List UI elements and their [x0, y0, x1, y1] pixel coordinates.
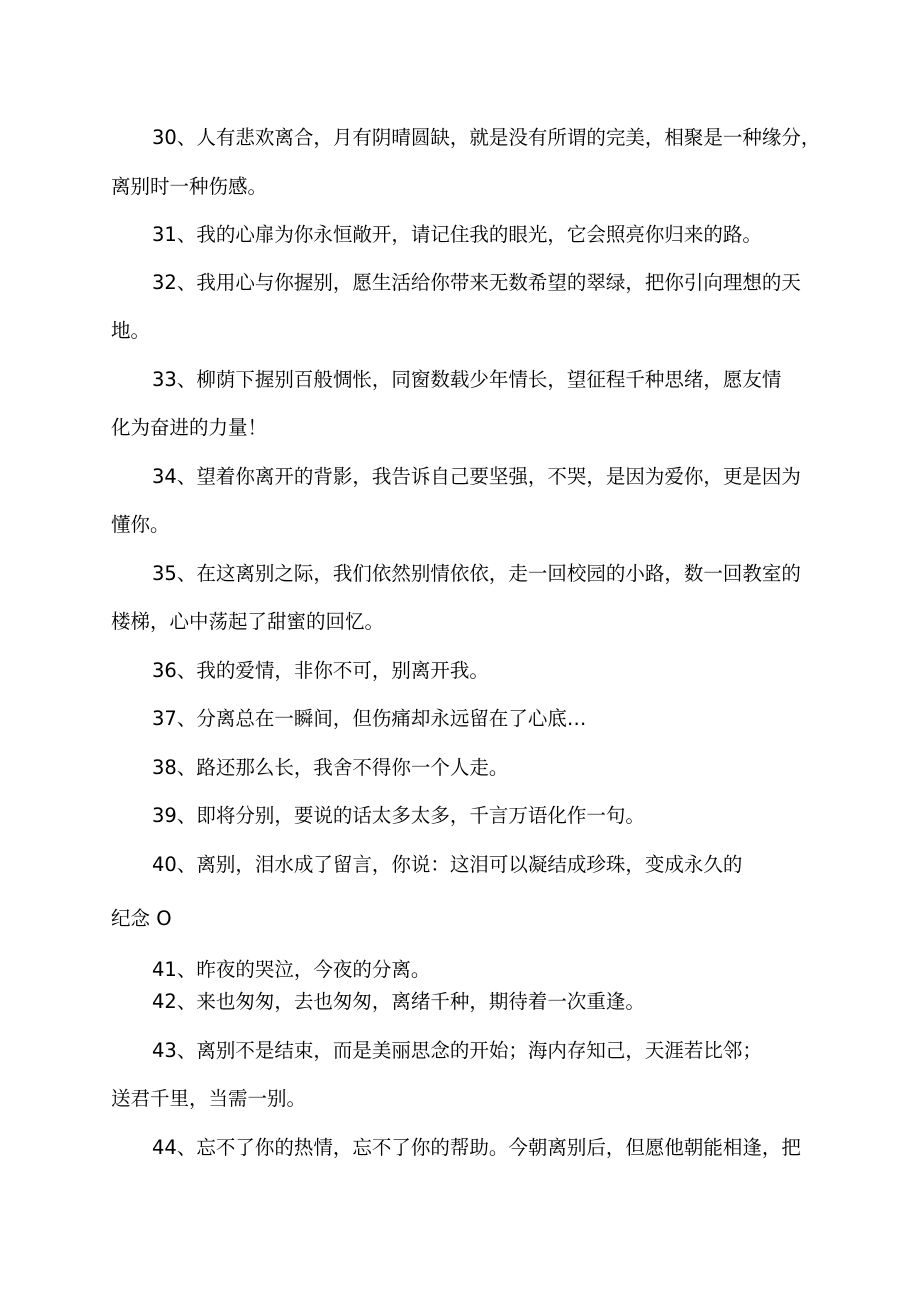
paragraph-35-line-2: 楼梯，心中荡起了甜蜜的回忆。 — [111, 610, 385, 633]
paragraph-30-line-2: 离别时一种伤感。 — [111, 175, 268, 198]
paragraph-43-line-1: 43、离别不是结束，而是美丽思念的开始；海内存知己，天涯若比邻； — [152, 1039, 762, 1062]
paragraph-30-line-1: 30、人有悲欢离合，月有阴晴圆缺，就是没有所谓的完美，相聚是一种缘分， — [152, 126, 821, 149]
paragraph-34-line-1: 34、望着你离开的背影，我告诉自己要坚强，不哭，是因为爱你，更是因为 — [152, 465, 801, 488]
paragraph-33-line-1: 33、柳荫下握别百般惆怅，同窗数载少年情长，望征程千种思绪，愿友情 — [152, 368, 782, 391]
paragraph-38-line-1: 38、路还那么长，我舍不得你一个人走。 — [152, 756, 509, 779]
paragraph-35-line-1: 35、在这离别之际，我们依然别情依依，走一回校园的小路，数一回教室的 — [152, 562, 801, 585]
paragraph-31-line-1: 31、我的心扉为你永恒敞开，请记住我的眼光，它会照亮你归来的路。 — [152, 223, 762, 246]
paragraph-41-line-1: 41、昨夜的哭泣，今夜的分离。 — [152, 958, 431, 981]
paragraph-42-line-1: 42、来也匆匆，去也匆匆，离绪千种，期待着一次重逢。 — [152, 990, 645, 1013]
paragraph-36-line-1: 36、我的爱情，非你不可，别离开我。 — [152, 659, 489, 682]
paragraph-44-line-1: 44、忘不了你的热情，忘不了你的帮助。今朝离别后，但愿他朝能相逢，把 — [152, 1136, 801, 1159]
paragraph-43-line-2: 送君千里，当需一别。 — [111, 1087, 307, 1110]
paragraph-40-line-2: 纪念 O — [111, 907, 172, 930]
paragraph-34-line-2: 懂你。 — [111, 513, 170, 536]
paragraph-33-line-2: 化为奋进的力量！ — [111, 416, 268, 439]
paragraph-32-line-1: 32、我用心与你握别，愿生活给你带来无数希望的翠绿，把你引向理想的天 — [152, 271, 801, 294]
paragraph-40-line-1: 40、离别，泪水成了留言，你说：这泪可以凝结成珍珠，变成永久的 — [152, 853, 743, 876]
paragraph-37-line-1: 37、分离总在一瞬间，但伤痛却永远留在了心底… — [152, 707, 587, 730]
paragraph-39-line-1: 39、即将分别，要说的话太多太多，千言万语化作一句。 — [152, 804, 645, 827]
paragraph-32-line-2: 地。 — [111, 319, 151, 342]
